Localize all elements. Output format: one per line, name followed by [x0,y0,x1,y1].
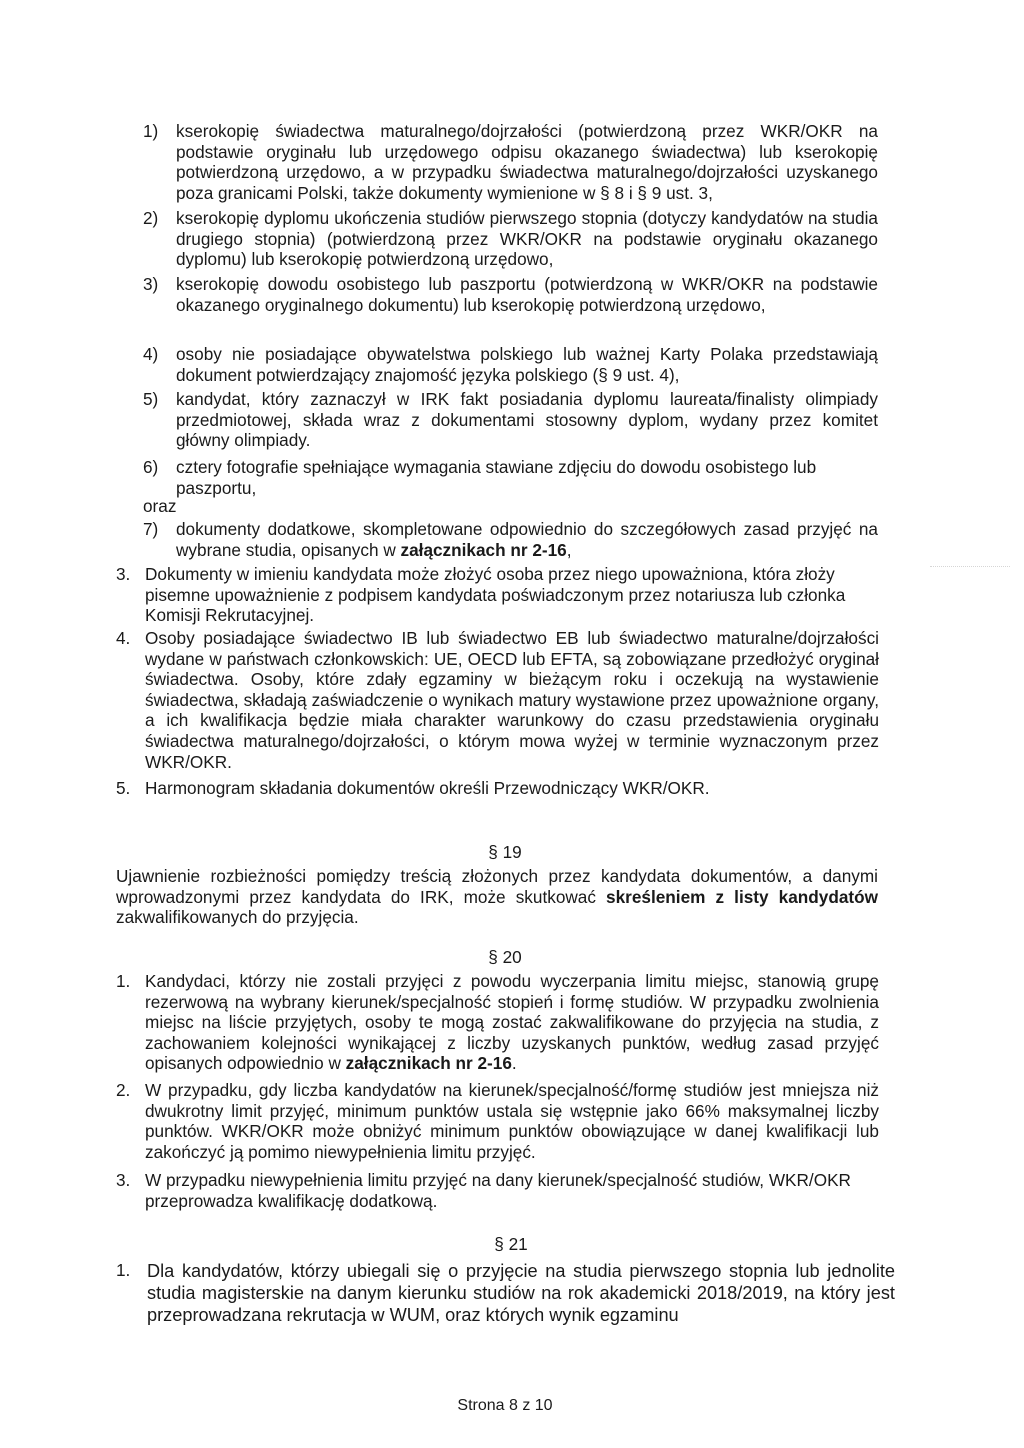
list-item-text: Dokumenty w imieniu kandydata może złożyć osoba przez niego upoważniona, która złoży pisemne upoważnienie z podpisem kandydata poświadczonym przez notariusza lub członka Komisji Rekrutacyjnej. [145,564,846,626]
list-item-text: W przypadku niewypełnienia limitu przyjęć na dany kierunek/specjalność studiów, WKR/OKR przeprowadza kwalifikację dodatkową. [145,1170,851,1211]
list-item-text: kserokopię dyplomu ukończenia studiów pierwszego stopnia (dotyczy kandydatów na studia drugiego stopnia) (potwierdzoną przez WKR/OKR na podstawie oryginału okazanego dyplomu) lub kserokopię potwierdzoną urzędowo, [176,208,878,270]
list-item-number: 4) [143,344,159,364]
list-item-number: 5) [143,389,159,409]
scan-mark [930,566,1010,573]
page-number: Strona 8 z 10 [457,1397,553,1414]
conjunction-text: oraz [143,496,177,516]
list-item-text: Osoby posiadające świadectwo IB lub świadectwo EB lub świadectwo maturalne/dojrzałości wydane w państwach członkowskich: UE, OECD lub EFTA, są zobowiązane przedłożyć oryginał świadectwa. Osoby, które zdały egzaminy w bieżącym roku i oczekują na wystawienie świadectwa, składają zaświadczenie o wynikach matury wystawione przez upoważnione organy, a ich kwalifikacja będzie miała charakter warunkowy do czasu przedstawienia oryginału świadectwa maturalnego/dojrzałości, o którym mowa wyżej w terminie wyznaczonym przez WKR/OKR. [145,628,879,772]
list-item-number: 1. [116,1260,131,1280]
list-item-text: kserokopię dowodu osobistego lub paszportu (potwierdzoną w WKR/OKR na podstawie okazanego oryginalnego dokumentu) lub kserokopię potwierdzoną urzędowo, [176,274,878,315]
section-heading: § 19 [488,842,522,862]
section-heading: § 21 [494,1234,528,1254]
list-item-number: 5. [116,778,131,798]
list-item-text: dokumenty dodatkowe, skompletowane odpowiednio do szczegółowych zasad przyjęć na wybrane studia, opisanych w załącznikach nr 2-16, [176,519,878,560]
list-item-number: 3. [116,1170,131,1190]
list-item-number: 2. [116,1080,131,1100]
bold-reference: załącznikach nr 2-16 [400,539,567,560]
bold-reference: załącznikach nr 2-16 [345,1053,512,1074]
list-item-text: Kandydaci, którzy nie zostali przyjęci z powodu wyczerpania limitu miejsc, stanowią grupę rezerwową na wybrany kierunek/specjalność stopień i formę studiów. W przypadku zwolnienia miejsc na liście przyjętych, osoby te mogą zostać zakwalifikowane do przyjęcia na studia, z zachowaniem kolejności wynikającej z liczby uzyskanych punktów, według zasad przyjęć opisanych odpowiednio w załącznikach nr 2-16. [145,971,879,1074]
list-item-text: Harmonogram składania dokumentów określi Przewodniczący WKR/OKR. [145,778,710,798]
list-item-text: cztery fotografie spełniające wymagania stawiane zdjęciu do dowodu osobistego lub paszportu, [176,457,817,498]
list-item-number: 4. [116,628,131,648]
list-item-number: 3) [143,274,159,294]
section-heading: § 20 [488,947,522,967]
paragraph: Ujawnienie rozbieżności pomiędzy treścią złożonych przez kandydata dokumentów, a danymi wprowadzonymi przez kandydata do IRK, może skutkować skreśleniem z listy kandydatów zakwalifikowanych do przyjęcia. [116,866,878,928]
list-item-number: 1. [116,971,131,991]
list-item-number: 2) [143,208,159,228]
list-item-number: 3. [116,564,131,584]
list-item-text: kserokopię świadectwa maturalnego/dojrzałości (potwierdzoną przez WKR/OKR na podstawie oryginału lub urzędowego odpisu okazanego świadectwa) lub kserokopię potwierdzoną urzędowo, a w przypadku świadectwa maturalnego/dojrzałości uzyskanego poza granicami Polski, także dokumenty wymienione w § 8 i § 9 ust. 3, [176,121,878,203]
list-item-text: W przypadku, gdy liczba kandydatów na kierunek/specjalność/formę studiów jest mniejsza niż dwukrotny limit przyjęć, minimum punktów ustala się wstępnie jako 66% maksymalnej liczby punktów. WKR/OKR może obniżyć minimum punktów obowiązujące w danej kwalifikacji lub zakończyć ją pomimo niewypełnienia limitu przyjęć. [145,1080,879,1162]
list-item-number: 1) [143,121,159,141]
list-item-text: osoby nie posiadające obywatelstwa polskiego lub ważnej Karty Polaka przedstawiają dokument potwierdzający znajomość języka polskiego (§ 9 ust. 4), [176,344,878,385]
list-item-number: 7) [143,519,159,539]
bold-phrase: skreśleniem z listy kandydatów [606,886,878,907]
list-item-text: kandydat, który zaznaczył w IRK fakt posiadania dyplomu laureata/finalisty olimpiady przedmiotowej, składa wraz z dokumentami stosowny dyplom, wydany przez komitet główny olimpiady. [176,389,878,451]
list-item-number: 6) [143,457,159,477]
list-item-text: Dla kandydatów, którzy ubiegali się o przyjęcie na studia pierwszego stopnia lub jednolite studia magisterskie na danym kierunku studiów na rok akademicki 2018/2019, na który jest przeprowadzana rekrutacja w WUM, oraz których wynik egzaminu [147,1261,895,1325]
